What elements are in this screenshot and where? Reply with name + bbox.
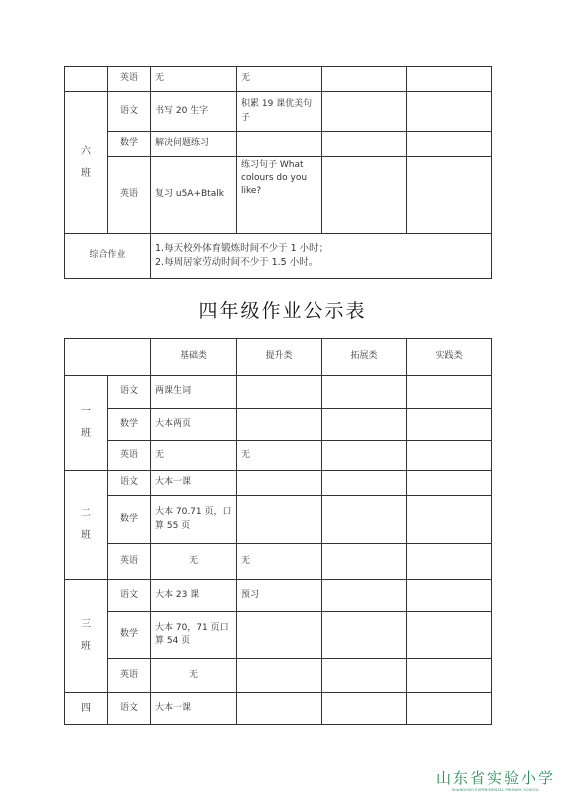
comprehensive-content [151,234,492,279]
table-row [65,496,492,544]
basic-cell: 无 [151,544,237,580]
table-row [65,234,492,279]
basic-cell: 书写 20 生字 [151,92,237,132]
extend-cell [322,612,407,659]
advance-cell: 预习 [237,580,322,612]
table-row [65,132,492,157]
header-extend: 拓展类 [322,339,407,376]
basic-cell: 大本 23 课 [151,580,237,612]
subject-cell: 数学 [108,409,151,441]
table-row [65,92,492,132]
extend-cell [322,409,407,441]
subject-cell: 数学 [108,132,151,157]
header-corner [65,339,151,376]
header-practice: 实践类 [407,339,492,376]
subject-cell: 英语 [108,544,151,580]
table-row [65,67,492,92]
homework-table-continued [64,66,492,279]
advance-cell [237,612,322,659]
page-title: 四年级作业公示表 [198,300,367,322]
basic-cell: 解决问题练习 [151,132,237,157]
advance-cell: 无 [237,67,322,92]
table-row [65,157,492,234]
extend-cell [322,92,407,132]
class-label-3: 三 班 [65,580,108,693]
subject-cell: 英语 [108,157,151,234]
basic-cell: 无 [151,659,237,693]
advance-cell: 积累 19 课优美句子 [237,92,322,132]
table-row [65,580,492,612]
table-row [65,441,492,471]
practice-cell [407,496,492,544]
subject-cell: 语文 [108,471,151,496]
advance-cell [237,376,322,409]
practice-cell [407,544,492,580]
extend-cell [322,441,407,471]
practice-cell [407,612,492,659]
practice-cell [407,580,492,612]
advance-cell [237,659,322,693]
school-logo-name: 山东省实验小学 [435,769,555,787]
practice-cell [407,659,492,693]
advance-cell: 无 [237,544,322,580]
extend-cell [322,132,407,157]
advance-cell [237,693,322,725]
advance-cell [237,471,322,496]
advance-cell [237,496,322,544]
practice-cell [407,157,492,234]
practice-cell [407,441,492,471]
table-row [65,659,492,693]
basic-cell: 复习 u5A+Btalk [151,157,237,234]
practice-cell [407,132,492,157]
header-basic: 基础类 [151,339,237,376]
basic-cell: 无 [151,441,237,471]
homework-table [64,338,492,725]
comprehensive-line-2: 2.每周居家劳动时间不少于 1.5 小时。 [155,257,319,268]
basic-cell: 大本一课 [151,693,237,725]
class-label-2: 二 班 [65,471,108,580]
class-label-4: 四 [65,693,108,725]
basic-cell: 大本两页 [151,409,237,441]
practice-cell [407,67,492,92]
practice-cell [407,693,492,725]
subject-cell: 语文 [108,376,151,409]
extend-cell [322,544,407,580]
comprehensive-label: 综合作业 [65,234,151,279]
basic-cell: 大本一课 [151,471,237,496]
table-row [65,376,492,409]
subject-cell: 英语 [108,67,151,92]
header-row [65,339,492,376]
table-row [65,544,492,580]
extend-cell [322,157,407,234]
comprehensive-line-1: 1.每天校外体育锻炼时间不少于 1 小时； [155,243,329,255]
extend-cell [322,376,407,409]
basic-cell: 无 [151,67,237,92]
basic-cell: 两课生词 [151,376,237,409]
table-row [65,693,492,725]
extend-cell [322,67,407,92]
extend-cell [322,580,407,612]
extend-cell [322,496,407,544]
practice-cell [407,409,492,441]
advance-cell [237,132,322,157]
class-label-6: 六 班 [65,92,108,234]
subject-cell: 数学 [108,496,151,544]
class-label-1: 一 班 [65,376,108,471]
subject-cell: 英语 [108,441,151,471]
basic-cell: 大本 70，71 页口算 54 页 [151,612,237,659]
basic-cell: 大本 70.71 页，口算 55 页 [151,496,237,544]
extend-cell [322,471,407,496]
class-cell [65,67,108,92]
subject-cell: 语文 [108,580,151,612]
advance-cell: 练习句子 What colours do you like? [237,157,322,234]
table-row [65,471,492,496]
extend-cell [322,659,407,693]
subject-cell: 数学 [108,612,151,659]
header-advance: 提升类 [237,339,322,376]
subject-cell: 语文 [108,92,151,132]
extend-cell [322,693,407,725]
practice-cell [407,471,492,496]
practice-cell [407,92,492,132]
subject-cell: 语文 [108,693,151,725]
advance-cell [237,409,322,441]
school-logo-english: SHANDONG EXPERIMENTAL PRIMARY SCHOOL [451,788,540,792]
school-logo [436,767,555,792]
advance-cell: 无 [237,441,322,471]
table-row [65,409,492,441]
practice-cell [407,376,492,409]
table-row [65,612,492,659]
subject-cell: 英语 [108,659,151,693]
